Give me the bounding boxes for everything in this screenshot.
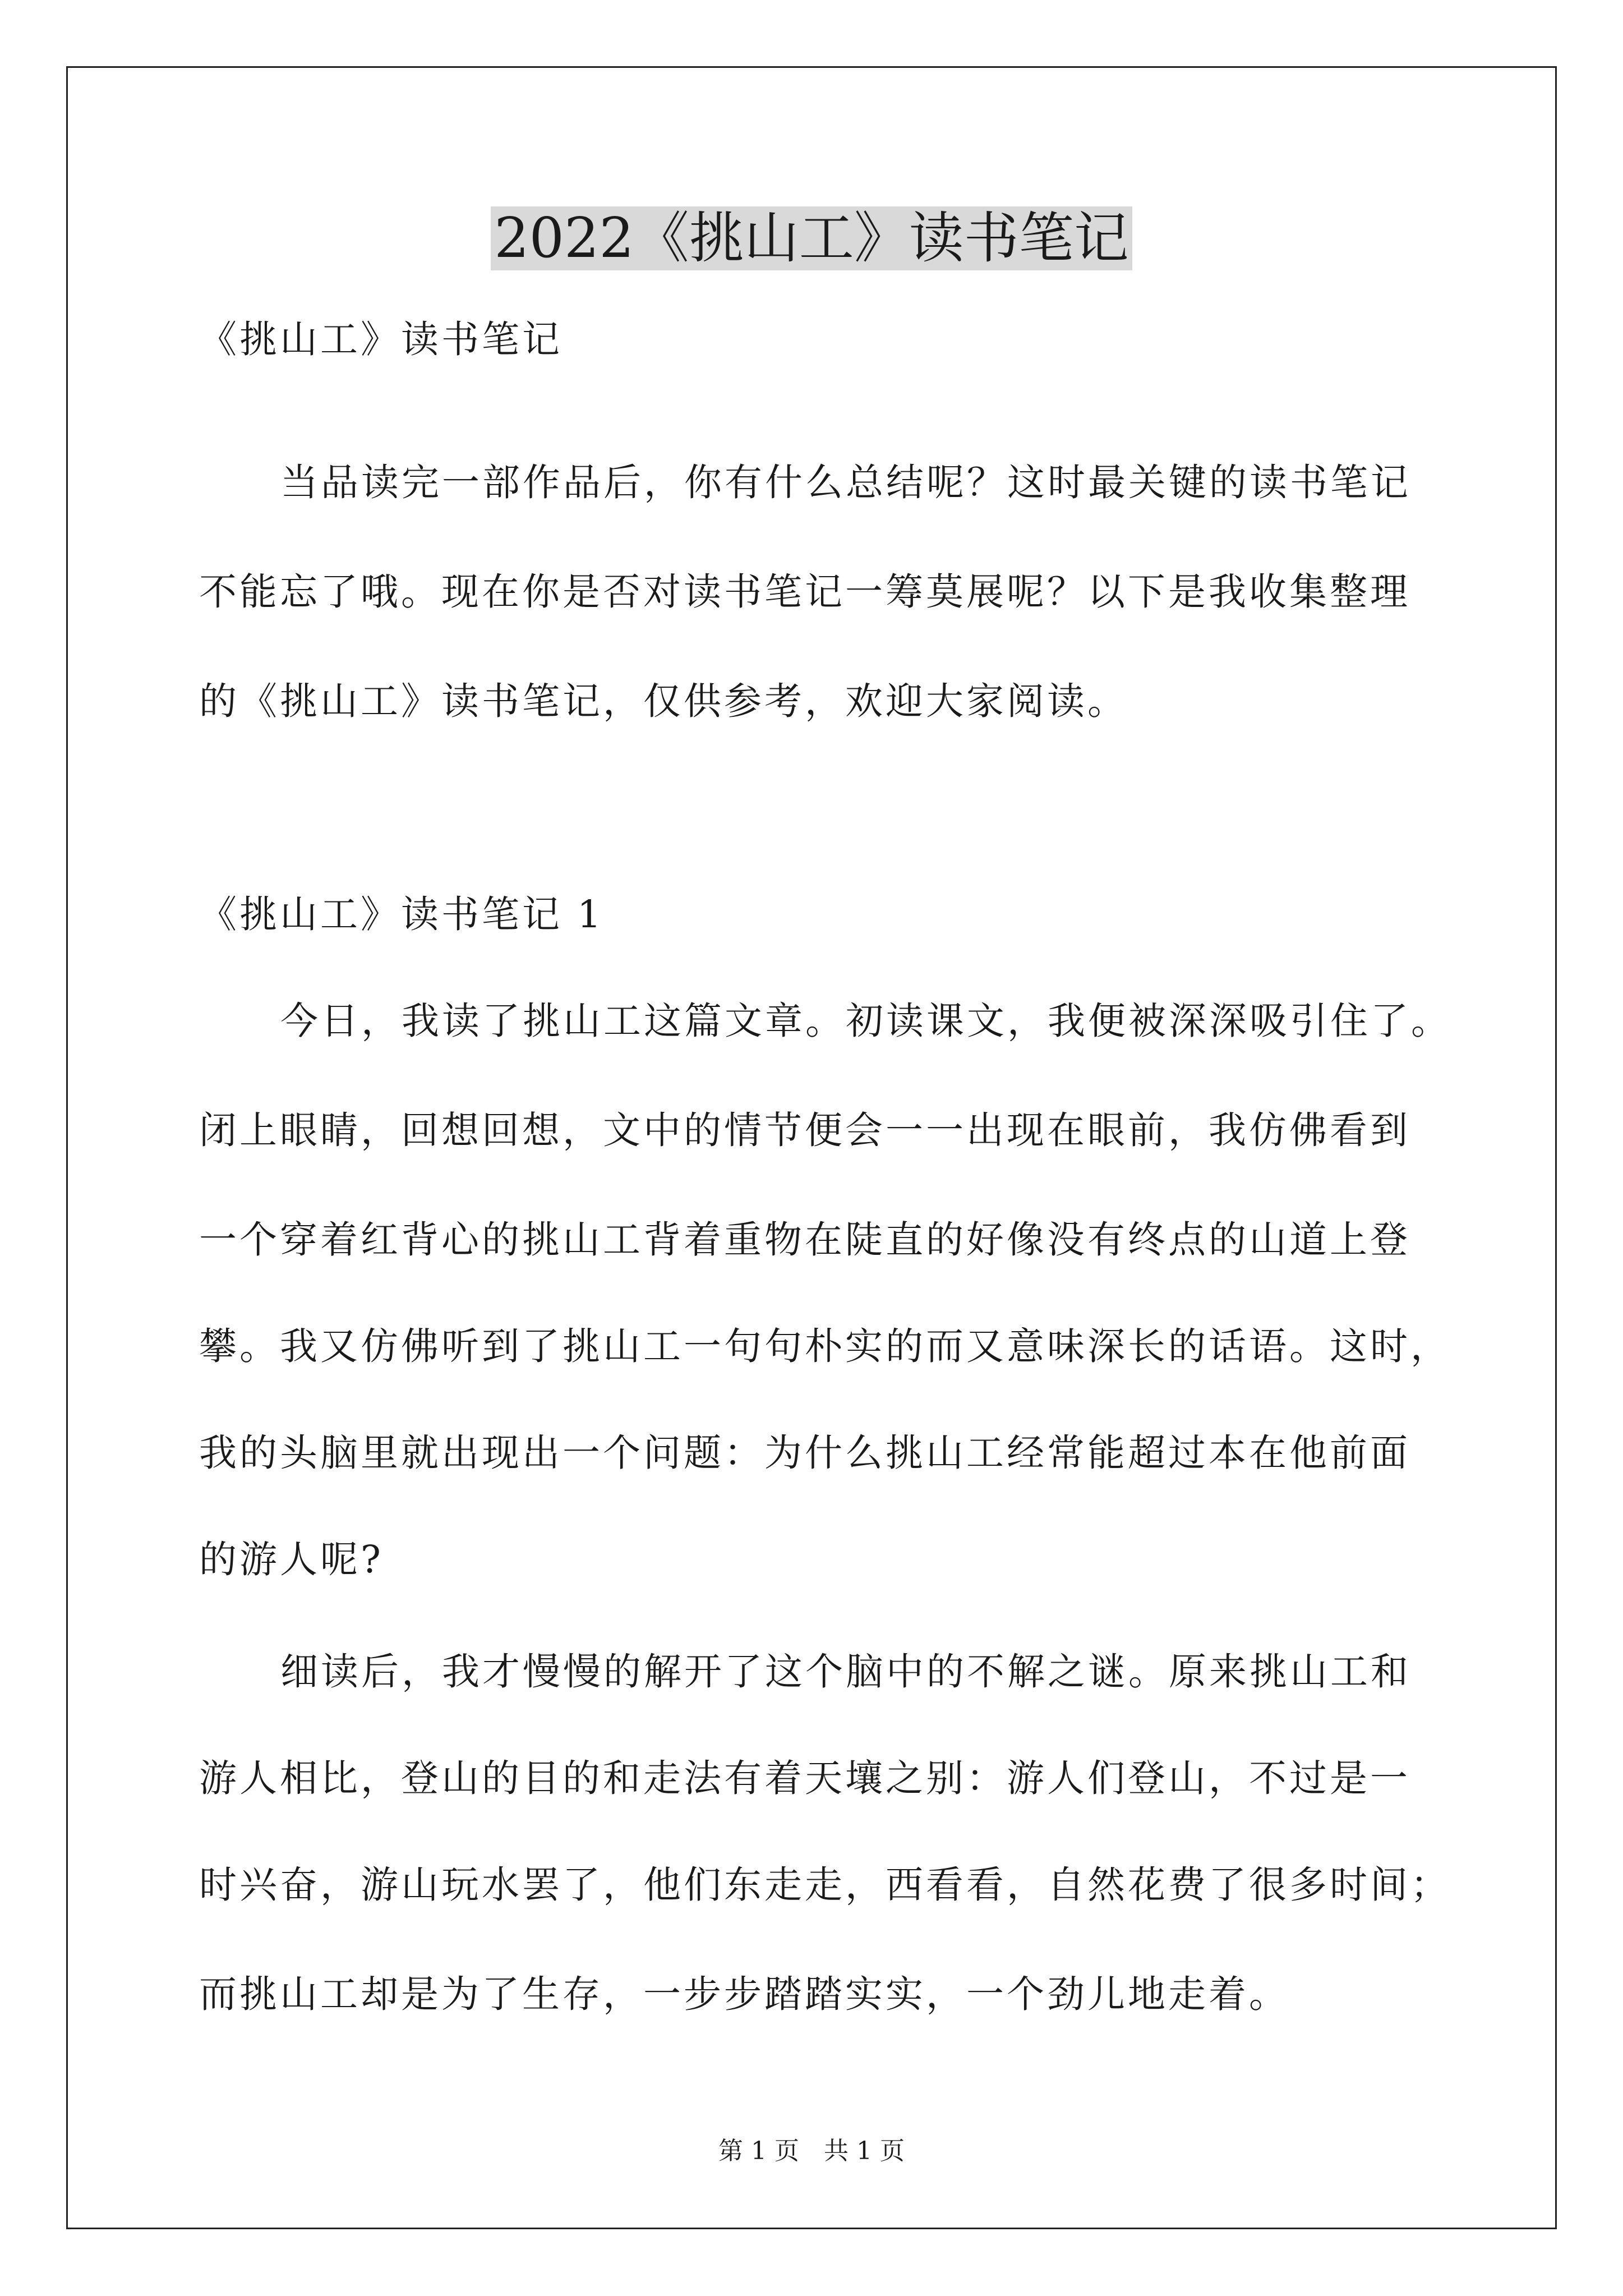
paragraph-line: 的游人呢?: [199, 1538, 384, 1581]
intro-line: 的《挑山工》读书笔记，仅供参考，欢迎大家阅读。: [199, 679, 1128, 723]
paragraph-line: 我的头脑里就出现出一个问题：为什么挑山工经常能超过本在他前面: [199, 1431, 1410, 1475]
document-title-text: 2022《挑山工》读书笔记: [491, 206, 1132, 270]
paragraph-line: 攀。我又仿佛听到了挑山工一句句朴实的而又意味深长的话语。这时，: [199, 1324, 1451, 1368]
section-heading: 《挑山工》读书笔记 1: [199, 892, 604, 936]
paragraph-line: 时兴奋，游山玩水罢了，他们东走走，西看看，自然花费了很多时间；: [199, 1863, 1451, 1907]
subtitle: 《挑山工》读书笔记: [199, 318, 562, 361]
paragraph-line: 一个穿着红背心的挑山工背着重物在陡直的好像没有终点的山道上登: [199, 1218, 1410, 1262]
paragraph-line: 今日，我读了挑山工这篇文章。初读课文，我便被深深吸引住了。: [280, 999, 1451, 1043]
intro-line: 当品读完一部作品后，你有什么总结呢？这时最关键的读书笔记: [280, 461, 1411, 504]
document-title: [0, 199, 1623, 278]
intro-line: 不能忘了哦。现在你是否对读书笔记一筹莫展呢？以下是我收集整理: [199, 570, 1410, 614]
paragraph-line: 细读后，我才慢慢的解开了这个脑中的不解之谜。原来挑山工和: [280, 1650, 1411, 1694]
paragraph-line: 而挑山工却是为了生存，一步步踏踏实实，一个劲儿地走着。: [199, 1972, 1289, 2016]
page-footer: 第 1 页 共 1 页: [718, 2137, 905, 2165]
paragraph-line: 闭上眼睛，回想回想，文中的情节便会一一出现在眼前，我仿佛看到: [199, 1108, 1410, 1152]
paragraph-line: 游人相比，登山的目的和走法有着天壤之别：游人们登山，不过是一: [199, 1756, 1410, 1800]
